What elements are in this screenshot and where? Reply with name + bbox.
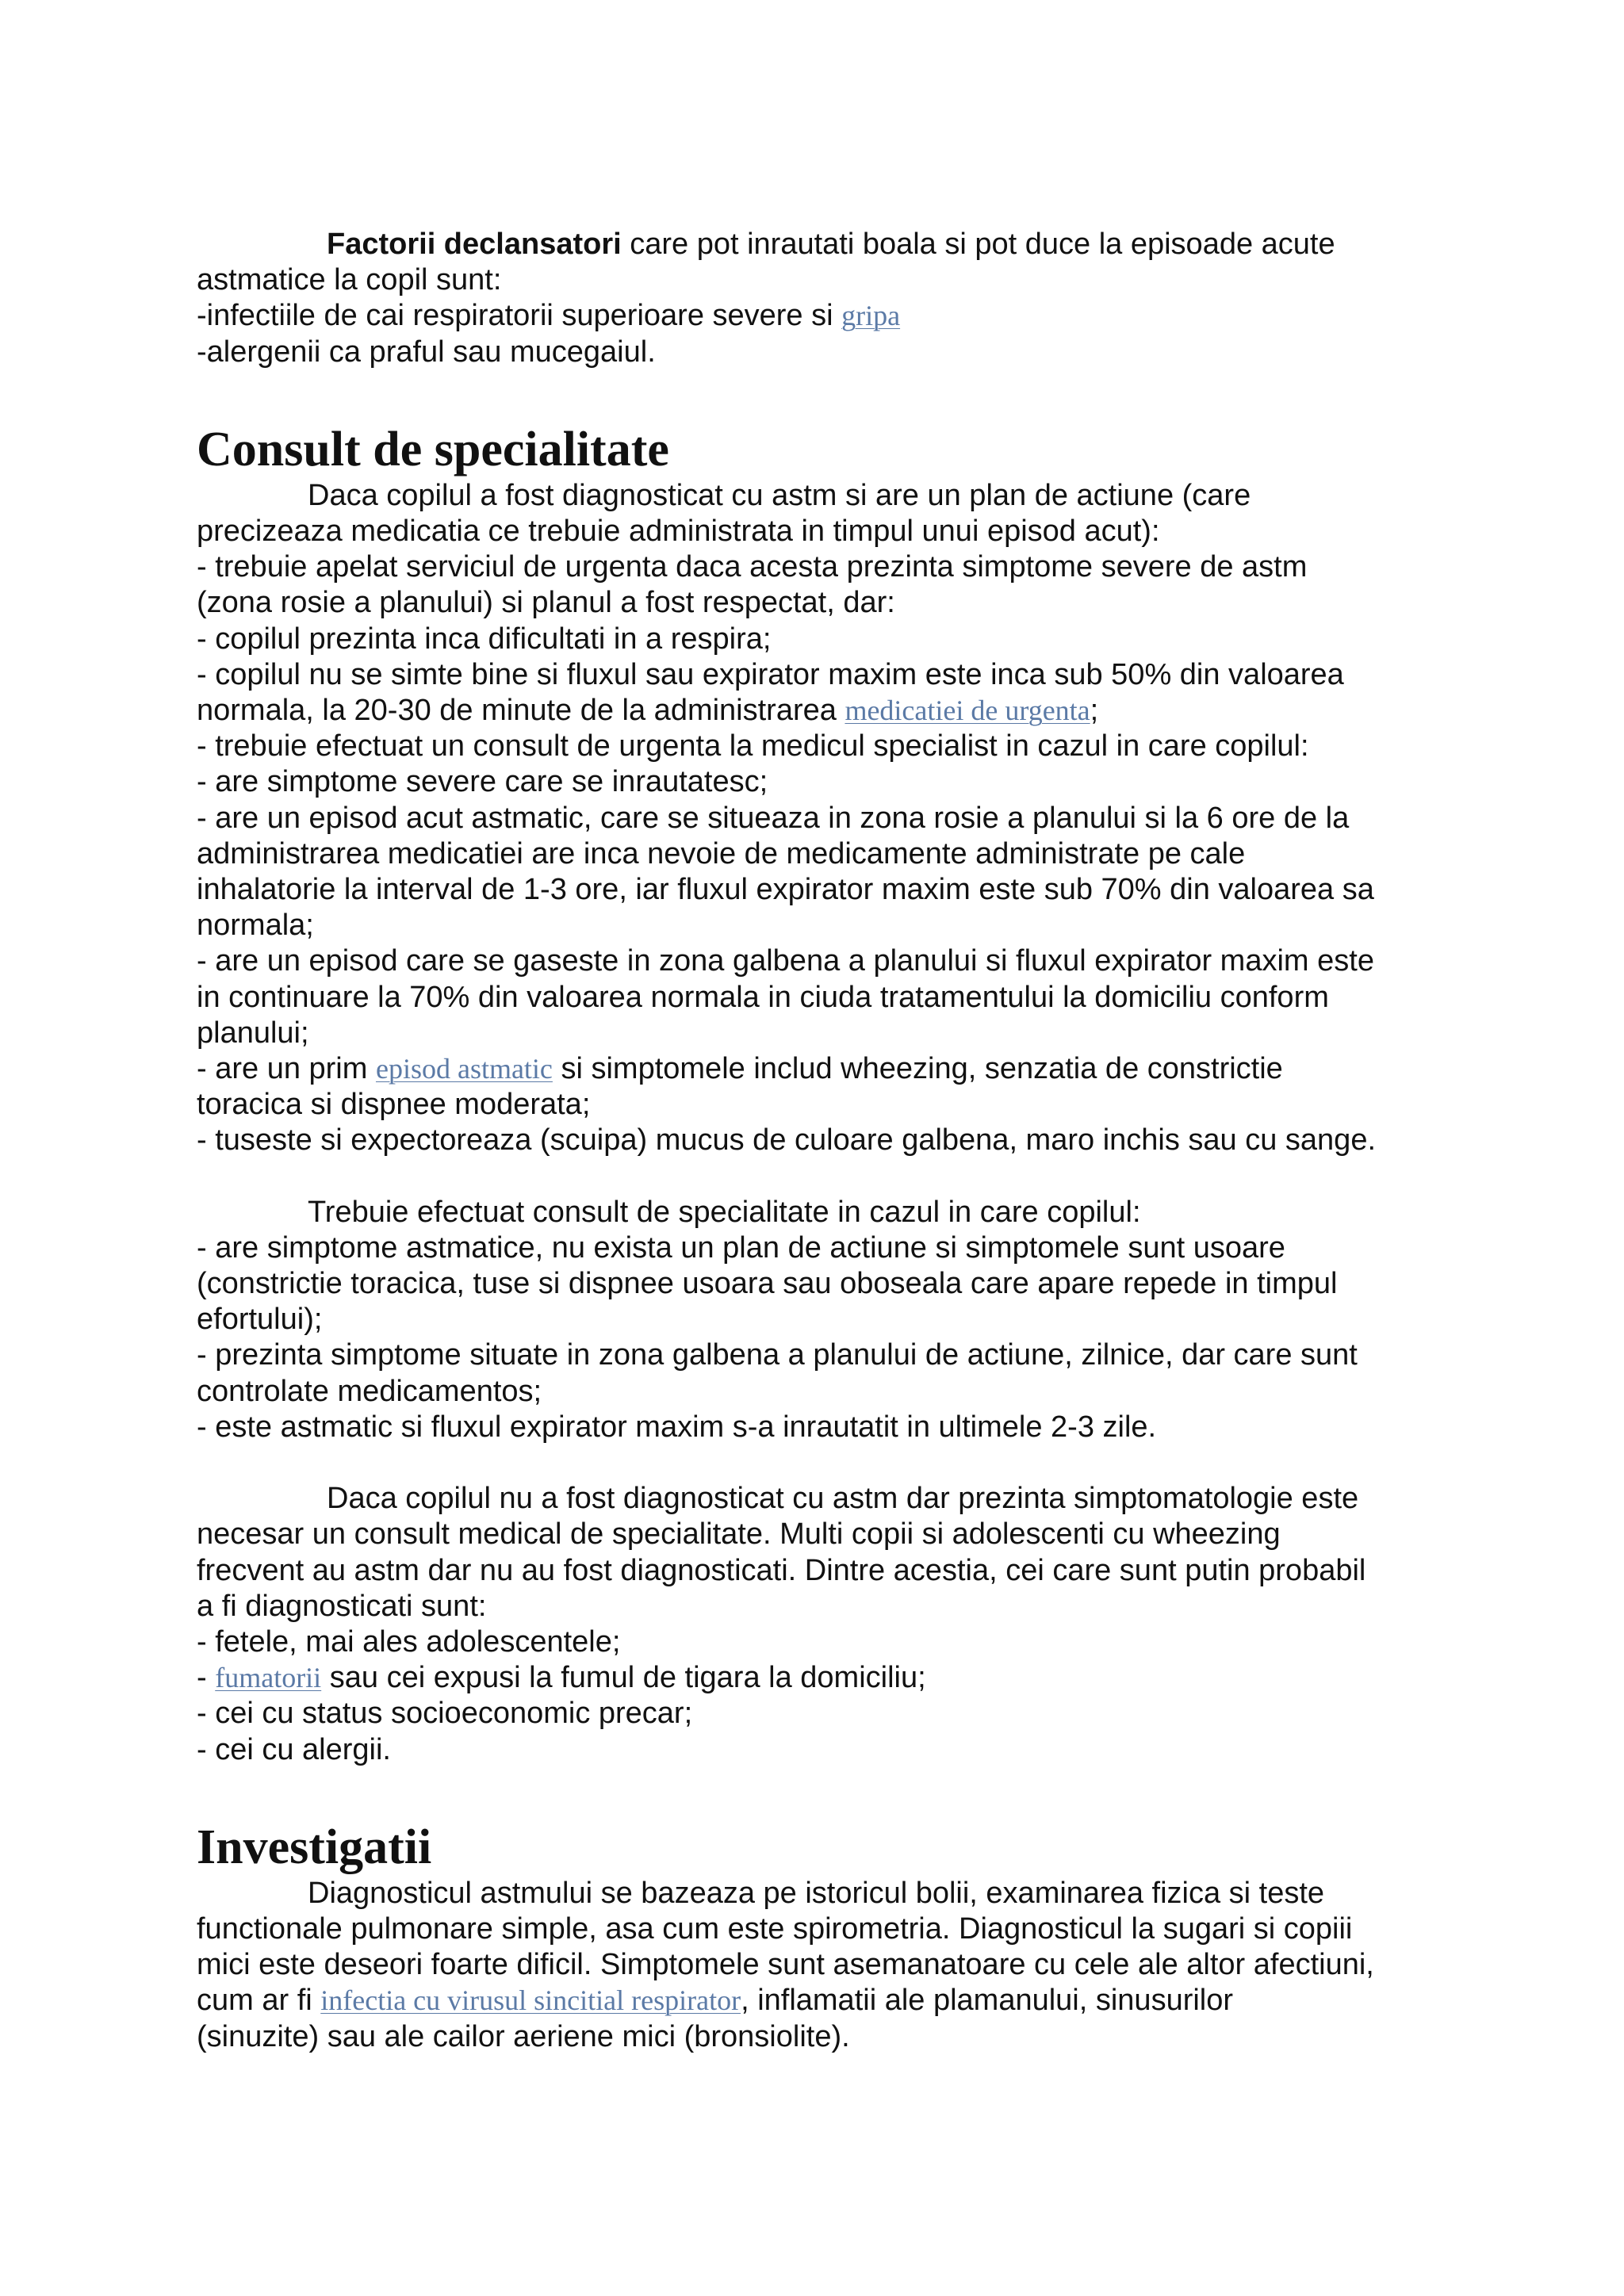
consult-p1c-line-1: - tuseste si expectoreaza (scuipa) mucus de culoare galbena, maro inchis sau cu sange. xyxy=(197,1123,1377,1158)
consult-p1c-line-0: toracica si dispnee moderata; xyxy=(197,1088,591,1122)
link-gripa[interactable]: gripa xyxy=(841,300,901,332)
link-episod-astmatic[interactable]: episod astmatic xyxy=(375,1053,553,1085)
consult-p1b-line-3: administrarea medicatiei are inca nevoie de medicamente administrate pe cale xyxy=(197,836,1246,871)
consult-p3-first: Daca copilul nu a fost diagnosticat cu astm dar prezinta simptomatologie este xyxy=(327,1482,1359,1516)
consult-p1b-line-0: - trebuie efectuat un consult de urgenta la medicul specialist in cazul in care copilul: xyxy=(197,729,1309,763)
investigatii-link-after: , inflamatii ale plamanului, sinusurilor xyxy=(741,1984,1234,2018)
intro-line-3-text: -infectiile de cai respiratorii superioare severe si xyxy=(197,299,842,333)
consult-p2-first: Trebuie efectuat consult de specialitate in cazul in care copilul: xyxy=(308,1195,1141,1229)
intro-line-2: astmatice la copil sunt: xyxy=(197,263,502,297)
consult-p1b-line-8: planului; xyxy=(197,1016,309,1050)
consult-p3-line-3: - fetele, mai ales adolescentele; xyxy=(197,1624,621,1659)
investigatii-first: Diagnosticul astmului se bazeaza pe istoricul bolii, examinarea fizica si teste xyxy=(308,1876,1325,1910)
link-fumatorii[interactable]: fumatorii xyxy=(215,1662,322,1694)
consult-p1b-line-1: - are simptome severe care se inrautatesc; xyxy=(197,765,768,799)
investigatii-line-1: mici este deseori foarte dificil. Simptomele sunt asemanatoare cu cele ale altor afectiuni, xyxy=(197,1948,1374,1982)
consult-p1b-line-4: inhalatorie la interval de 1-3 ore, iar fluxul expirator maxim este sub 70% din valoarea sa xyxy=(197,873,1374,907)
consult-p3-line-0: necesar un consult medical de specialitate. Multi copii si adolescenti cu wheezing xyxy=(197,1517,1281,1552)
consult-link2-before: - are un prim xyxy=(197,1052,376,1086)
link-infectia-vsr[interactable]: infectia cu virusul sincitial respirator xyxy=(320,1984,741,2017)
consult-p2-line-3: - prezinta simptome situate in zona galbena a planului de actiune, zilnice, dar care sunt xyxy=(197,1338,1358,1372)
consult-p1b-line-7: in continuare la 70% din valoarea normala in ciuda tratamentului la domiciliu conform xyxy=(197,980,1329,1014)
link-medicatiei-de-urgenta[interactable]: medicatiei de urgenta xyxy=(845,695,1090,727)
section-heading-consult: Consult de specialitate xyxy=(197,422,669,476)
document-body xyxy=(197,227,1434,2055)
intro-line-1 xyxy=(197,227,1434,262)
consult-p1-line-1: precizeaza medicatia ce trebuie administrata in timpul unui episod acut): xyxy=(197,515,1160,549)
consult-p2-line-2: efortului); xyxy=(197,1303,323,1337)
investigatii-line-0: functionale pulmonare simple, asa cum este spirometria. Diagnosticul la sugari si copiii xyxy=(197,1911,1353,1946)
consult-p3-line-2: a fi diagnosticati sunt: xyxy=(197,1589,487,1623)
intro-bold-term: Factorii declansatori xyxy=(327,228,622,261)
consult-p1-link2-line xyxy=(197,1051,1434,1087)
consult-p1b-line-2: - are un episod acut astmatic, care se situeaza in zona rosie a planului si la 6 ore de la xyxy=(197,801,1350,835)
consult-p3-link-before: - xyxy=(197,1661,216,1695)
consult-p2-line-1: (constrictie toracica, tuse si dispnee usoara sau oboseala care apare repede in timpul xyxy=(197,1267,1338,1301)
consult-p3-link-line xyxy=(197,1660,1434,1696)
intro-line-1-rest: care pot inrautati boala si pot duce la episoade acute xyxy=(621,228,1335,261)
investigatii-link-before: cum ar fi xyxy=(197,1984,321,2018)
consult-link2-after: si simptomele includ wheezing, senzatia de constrictie xyxy=(552,1052,1283,1086)
consult-p1-link-line xyxy=(197,693,1434,729)
consult-p1b-line-5: normala; xyxy=(197,909,314,943)
consult-p3b-line-0: - cei cu status socioeconomic precar; xyxy=(197,1697,693,1731)
consult-p3b-line-1: - cei cu alergii. xyxy=(197,1732,391,1766)
consult-p2-line-4: controlate medicamentos; xyxy=(197,1374,542,1408)
consult-p3-line-1: frecvent au astm dar nu au fost diagnosticati. Dintre acestia, cei care sunt putin probabil xyxy=(197,1553,1366,1587)
consult-p1-line-0: Daca copilul a fost diagnosticat cu astm si are un plan de actiune (care xyxy=(308,478,1251,512)
consult-p2-line-0: - are simptome astmatice, nu exista un plan de actiune si simptomele sunt usoare xyxy=(197,1230,1285,1265)
consult-link-line-text: normala, la 20-30 de minute de la administrarea xyxy=(197,694,845,728)
investigatii-link-line xyxy=(197,1983,1434,2019)
intro-line-4: -alergenii ca praful sau mucegaiul. xyxy=(197,335,656,369)
intro-line-3 xyxy=(197,298,1434,334)
consult-link-line-end: ; xyxy=(1090,694,1099,728)
consult-p1-line-5: - copilul nu se simte bine si fluxul sau expirator maxim este inca sub 50% din valoarea xyxy=(197,657,1344,691)
section-heading-investigatii: Investigatii xyxy=(197,1820,432,1874)
consult-p1-line-2: - trebuie apelat serviciul de urgenta daca acesta prezinta simptome severe de astm xyxy=(197,550,1308,584)
consult-p3-link-after: sau cei expusi la fumul de tigara la domiciliu; xyxy=(321,1661,926,1695)
investigatii-last: (sinuzite) sau ale cailor aeriene mici (bronsiolite). xyxy=(197,2019,850,2053)
consult-p2-line-5: - este astmatic si fluxul expirator maxim s-a inrautatit in ultimele 2-3 zile. xyxy=(197,1410,1157,1444)
consult-p1-line-3: (zona rosie a planului) si planul a fost respectat, dar: xyxy=(197,586,895,620)
consult-p1-line-4: - copilul prezinta inca dificultati in a respira; xyxy=(197,622,772,656)
consult-p1b-line-6: - are un episod care se gaseste in zona galbena a planului si fluxul expirator maxim este xyxy=(197,944,1374,978)
